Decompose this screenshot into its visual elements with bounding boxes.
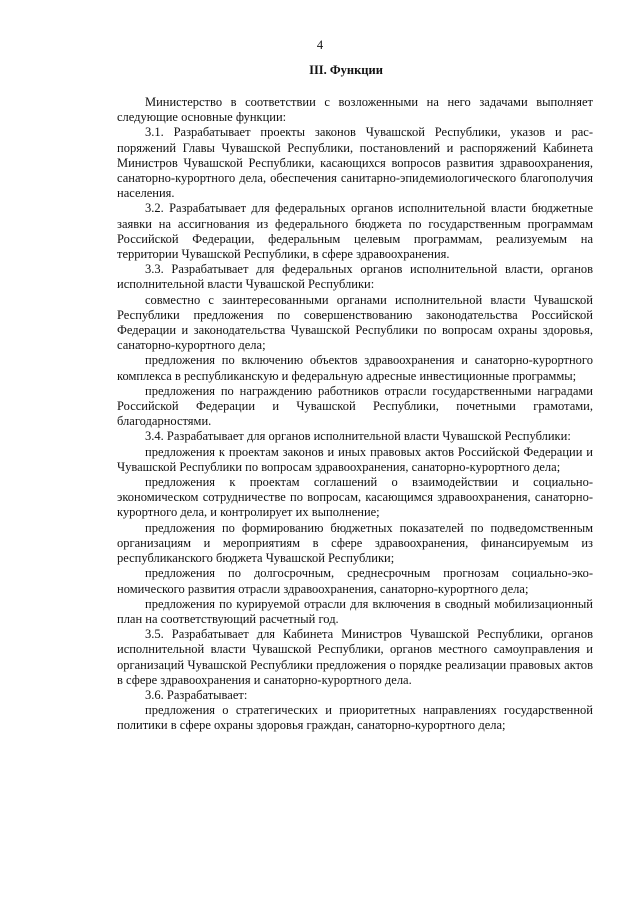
section-title: III. Функции xyxy=(309,63,383,77)
paragraph-3-6-item-strategy: предложения о стратегических и приоритетных направлениях государственной политики в сфере охраны здоровья граждан, санаторно-курортного дела; xyxy=(117,703,593,733)
paragraph-3-6: 3.6. Разрабатывает: xyxy=(145,687,248,702)
paragraph-3-4: 3.4. Разрабатывает для органов исполнительной власти Чувашской Республики: xyxy=(145,429,571,444)
paragraph-3-2: 3.2. Разрабатывает для федеральных органов исполнительной власти бюджетные заявки на ассигнования из федерального бюджета по государственным программам Российской Федерации, федеральным целевым программам, реализуемым на территории Чувашской Республики, в сфере здравоохранения. xyxy=(117,201,593,262)
body-text xyxy=(117,95,593,734)
paragraph-3-4-item-agreements: предложения к проектам соглашений о взаимодействии и социально-экономическом сотрудничестве по вопросам, касающимся здравоохранения, санаторно-курортного дела, и контролирует их выполнение; xyxy=(117,475,593,520)
paragraph-3-3: 3.3. Разрабатывает для федеральных органов исполнительной власти, органов исполнительной власти Чувашской Республики: xyxy=(117,262,593,292)
paragraph-3-3-item-legislation: совместно с заинтересованными органами исполнительной власти Чувашской Республики предложения по совершенствованию законодательства Российской Федерации и законодательства Чувашской Республики по вопросам охраны здоровья, санаторно-курортного дела; xyxy=(117,292,593,353)
paragraph-3-4-item-budget: предложения по формированию бюджетных показателей по подведомственным организациям и мероприятиям в сфере здравоохранения, финансируемым из республиканского бюджета Чувашской Республики; xyxy=(117,520,593,566)
paragraph-3-1: 3.1. Разрабатывает проекты законов Чувашской Республики, указов и распоряжений Главы Чувашской Республики, постановлений и распоряжений Кабинета Министров Чувашской Республики, касающихся вопросов развития здравоохранения, санаторно-курортного дела, обеспечения санитарно-эпидемиологического благополучия населения. xyxy=(117,125,593,201)
paragraph-intro: Министерство в соответствии с возложенными на него задачами выполняет следующие основные функции: xyxy=(117,95,593,125)
page-number: 4 xyxy=(316,38,324,52)
paragraph-3-4-item-mobilization: предложения по курируемой отрасли для включения в сводный мобилизационный план на соответствующий расчетный год. xyxy=(117,596,593,626)
paragraph-3-5: 3.5. Разрабатывает для Кабинета Министров Чувашской Республики, органов исполнительной власти Чувашской Республики, органов местного самоуправления и организаций Чувашской Республики предложения о порядке реализации правовых актов в сфере здравоохранения и санаторно-курортного дела. xyxy=(117,627,593,687)
paragraph-3-4-item-forecasts: предложения по долгосрочным, среднесрочным прогнозам социально-экономического развития отрасли здравоохранения, санаторно-курортного дела; xyxy=(117,566,593,596)
paragraph-3-3-item-investment: предложения по включению объектов здравоохранения и санаторно-курортного комплекса в республиканскую и федеральную адресные инвестиционные программы; xyxy=(117,353,593,383)
paragraph-3-3-item-awards: предложения по награждению работников отрасли государственными наградами Российской Федерации и Чувашской Республики, почетными грамотами, благодарностями. xyxy=(117,383,593,429)
paragraph-3-4-item-draft-laws: предложения к проектам законов и иных правовых актов Российской Федерации и Чувашской Республики по вопросам здравоохранения, санаторно-курортного дела; xyxy=(117,444,593,474)
